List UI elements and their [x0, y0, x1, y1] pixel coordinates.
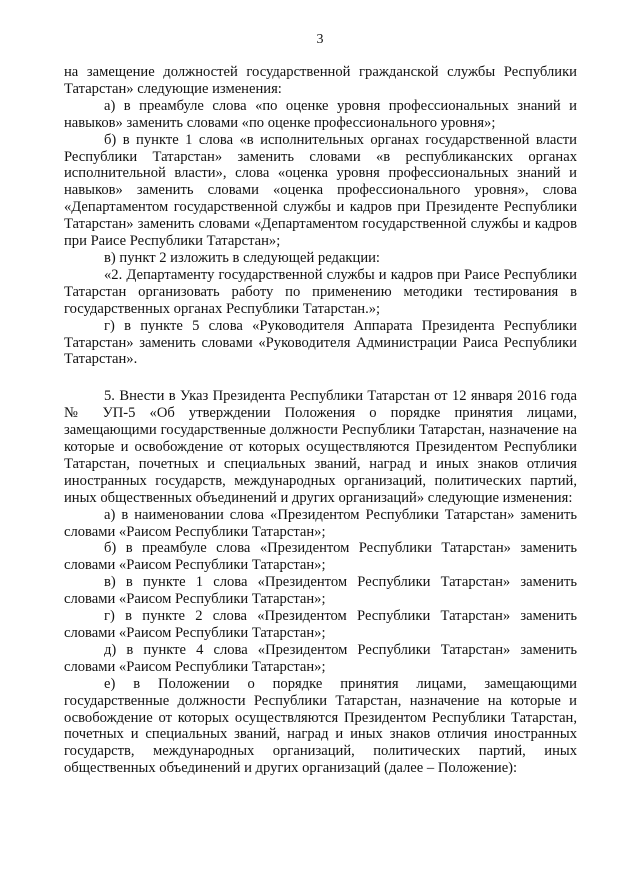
- paragraph-section-5-item-b: б) в преамбуле слова «Президентом Республики Татарстан» заменить словами «Раисом Республики Татарстан»;: [64, 540, 577, 574]
- section-gap: [64, 368, 577, 388]
- paragraph-section-5-item-d: д) в пункте 4 слова «Президентом Республики Татарстан» заменить словами «Раисом Республики Татарстан»;: [64, 641, 577, 675]
- paragraph-section-5: 5. Внести в Указ Президента Республики Татарстан от 12 января 2016 года № УП-5 «Об утверждении Положения о порядке принятия лицами, замещающими государственные должности Республики Татарстан, назначение на которые и освобождение от которых осуществляются Президентом Республики Татарстан, почетных и специальных званий, наград и иных знаков отличия иностранных государств, международных организаций, политических партий, иных общественных объединений и других организаций» следующие изменения:: [64, 388, 577, 506]
- page-number: 3: [316, 32, 324, 47]
- paragraph-intro-continuation: на замещение должностей государственной гражданской службы Республики Татарстан» следующие изменения:: [64, 64, 577, 97]
- paragraph-item-g-point-5: г) в пункте 5 слова «Руководителя Аппарата Президента Республики Татарстан» заменить словами «Руководителя Администрации Раиса Республики Татарстан».: [64, 317, 577, 368]
- paragraph-point-2-new-text: «2. Департаменту государственной службы и кадров при Раисе Республики Татарстан организовать работу по применению методики тестирования в государственных органах Республики Татарстан.»;: [64, 266, 577, 317]
- paragraph-section-5-item-e: е) в Положении о порядке принятия лицами, замещающими государственные должности Республики Татарстан, назначение на которые и освобождение от которых осуществляются Президентом Республики Татарстан, почетных и специальных званий, наград и иных знаков отличия иностранных государств, международных организаций, политических партий, иных общественных объединений и других организаций (далее – Положение):: [64, 675, 577, 777]
- paragraph-item-b-point-1: б) в пункте 1 слова «в исполнительных органах государственной власти Республики Татарстан» заменить словами «в республиканских органах исполнительной власти», слова «оценка уровня профессиональных знаний и навыков» заменить словами «оценка профессионального уровня», слова «Департаментом государственной службы и кадров при Президенте Республики Татарстан» заменить словами «Департаментом государственной службы и кадров при Раисе Республики Татарстан»;: [64, 131, 577, 250]
- paragraph-section-5-item-g: г) в пункте 2 слова «Президентом Республики Татарстан» заменить словами «Раисом Республики Татарстан»;: [64, 608, 577, 641]
- paragraph-section-5-item-a: а) в наименовании слова «Президентом Республики Татарстан» заменить словами «Раисом Республики Татарстан»;: [64, 506, 577, 540]
- paragraph-item-v-point-2: в) пункт 2 изложить в следующей редакции:: [104, 249, 380, 266]
- paragraph-section-5-item-v: в) в пункте 1 слова «Президентом Республики Татарстан» заменить словами «Раисом Республики Татарстан»;: [64, 574, 577, 608]
- paragraph-item-a-preamble: а) в преамбуле слова «по оценке уровня профессиональных знаний и навыков» заменить словами «по оценке профессионального уровня»;: [64, 97, 577, 131]
- document-body: [64, 64, 577, 777]
